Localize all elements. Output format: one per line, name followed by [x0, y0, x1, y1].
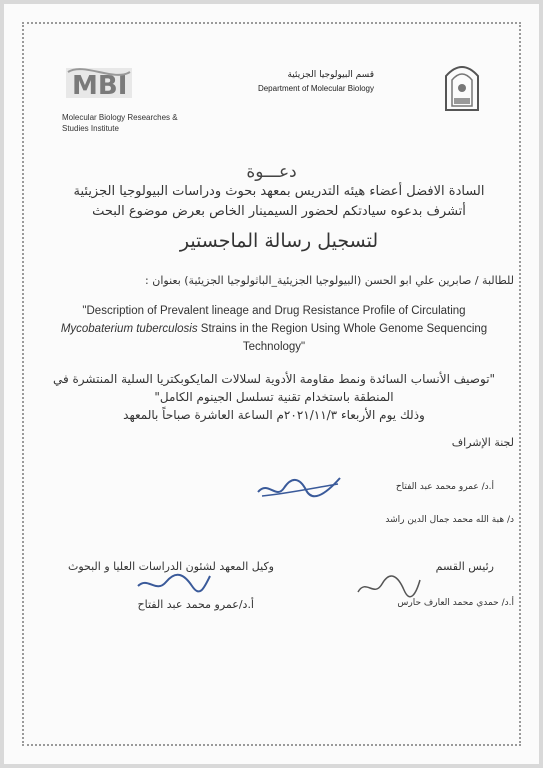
thesis-title-en-part2: Strains in the Region Using Whole Genome Sequencing Technology"	[200, 323, 488, 353]
addressee-line: السادة الافضل أعضاء هيئه التدريس بمعهد بحوث ودراسات البيولوجيا الجزيئية	[73, 184, 485, 199]
committee-member-1: أ.د/ عمرو محمد عبد الفتاح	[395, 482, 494, 492]
svg-text:MBI: MBI	[72, 71, 128, 101]
document-page	[4, 4, 539, 764]
thesis-title-en	[44, 302, 504, 356]
department-head-name: أ.د/ حمدي محمد العارف حارس	[397, 598, 514, 608]
committee-member-2: د/ هبة الله محمد جمال الدين راشد	[385, 515, 514, 525]
invitation-title: دعـــوة	[246, 162, 297, 182]
thesis-title-en-part1: "Description of Prevalent lineage and Drug Resistance Profile of Circulating	[82, 305, 466, 317]
signature-vice-dean	[134, 568, 214, 598]
university-seal-icon	[442, 58, 482, 114]
institute-logo-icon	[64, 60, 134, 106]
student-line: للطالبة / صابرين علي ابو الحسن (البيولوجيا الجزيئية_الباثولوجيا الجزيئية) بعنوان :	[145, 274, 514, 287]
vice-dean-name: أ.د/عمرو محمد عبد الفتاح	[137, 598, 254, 611]
committee-label: لجنة الإشراف	[451, 436, 514, 449]
department-name-ar: قسم البيولوجيا الجزيئية	[287, 70, 374, 80]
vice-dean-title: وكيل المعهد لشئون الدراسات العليا و البحوث	[67, 560, 274, 573]
thesis-title-ar: "توصيف الأنساب السائدة ونمط مقاومة الأدوية لسلالات المايكوبكتريا السلية المنتشرة في المنطقة باستخدام تقنية تسلسل الجينوم الكامل"	[52, 372, 496, 404]
seminar-subject: لتسجيل رسالة الماجستير	[179, 230, 379, 252]
invitation-line: أتشرف بدعوه سيادتكم لحضور السيمينار الخاص بعرض موضوع البحث	[92, 204, 466, 219]
institute-name: Molecular Biology Researches & Studies Institute	[62, 113, 178, 133]
department-head-title: رئيس القسم	[435, 560, 494, 573]
seminar-date: وذلك يوم الأربعاء ٢٠٢١/١١/٣م الساعة العاشرة صباحاً بالمعهد	[123, 408, 425, 422]
thesis-title-en-organism: Mycobaterium tuberculosis	[60, 323, 198, 335]
department-name-en: Department of Molecular Biology	[257, 84, 374, 93]
